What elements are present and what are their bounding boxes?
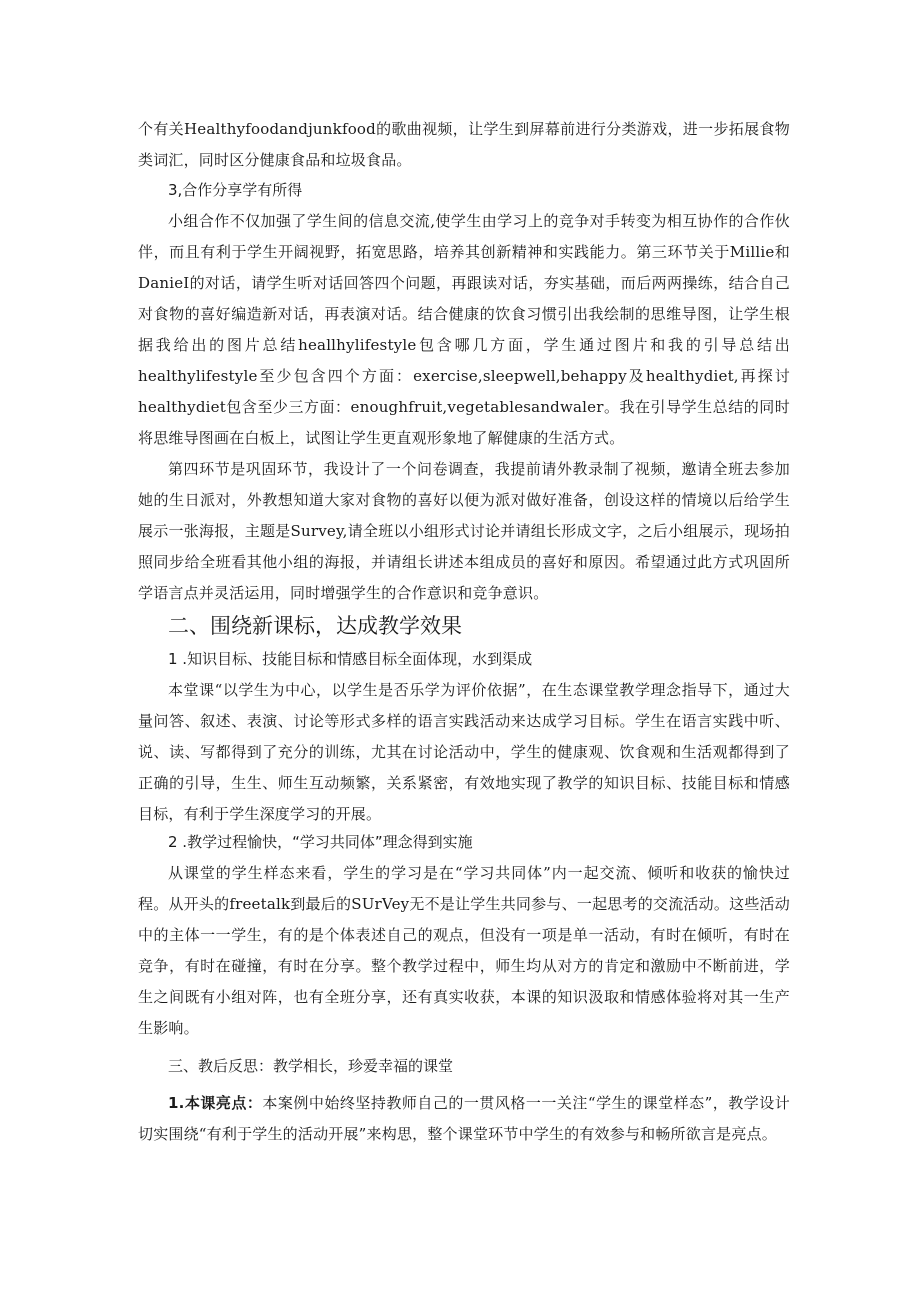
highlight-lead: 1.本课亮点： (168, 1094, 263, 1112)
chapter-heading-2: 二、围绕新课标，达成教学效果 (168, 614, 462, 638)
section-heading-3: 3,合作分享学有所得 (168, 181, 303, 199)
paragraph-consolidation (138, 454, 790, 609)
paragraph-text (138, 1088, 790, 1150)
highlight-text: 本案例中始终坚持教师自己的一贯风格一一关注“学生的课堂样态”，教学设计切实围绕“有利于学生的活动开展”来构思，整个课堂环节中学生的有效参与和畅所欲言是亮点。 (138, 1094, 790, 1143)
paragraph-text: 第四环节是巩固环节，我设计了一个问卷调查，我提前请外教录制了视频，邀请全班去参加她的生日派对，外教想知道大家对食物的喜好以便为派对做好准备，创设这样的情境以后给学生展示一张海报，主题是Survey,请全班以小组形式讨论并请组长形成文字，之后小组展示，现场拍照同步给全班看其他小组的海报，并请组长讲述本组成员的喜好和原因。希望通过此方式巩固所学语言点并灵活运用，同时增强学生的合作意识和竞争意识。 (138, 460, 790, 602)
paragraph-highlights (138, 1088, 790, 1150)
paragraph-cooperation (138, 206, 790, 454)
paragraph-text: 个有关Healthyfoodandjunkfood的歌曲视频，让学生到屏幕前进行分类游戏，进一步拓展食物类词汇，同时区分健康食品和垃圾食品。 (138, 120, 790, 169)
subsection-heading-2-2: 2 .教学过程愉快，“学习共同体”理念得到实施 (168, 833, 473, 851)
subsection-heading-2-1: 1 .知识目标、技能目标和情感目标全面体现，水到渠成 (168, 650, 533, 668)
paragraph-text: 从课堂的学生样态来看，学生的学习是在“学习共同体”内一起交流、倾听和收获的愉快过程。从开头的freetalk到最后的SUrVey无不是让学生共同参与、一起思考的交流活动。这些活动中的主体一一学生，有的是个体表述自己的观点，但没有一项是单一活动，有时在倾听，有时在竞争，有时在碰撞，有时在分享。整个教学过程中，师生均从对方的肯定和激励中不断前进，学生之间既有小组对阵，也有全班分享，还有真实收获，本课的知识汲取和情感体验将对其一生产生影响。 (138, 864, 790, 1037)
paragraph-learning-community (138, 858, 790, 1044)
paragraph-text: 小组合作不仅加强了学生间的信息交流,使学生由学习上的竞争对手转变为相互协作的合作伙伴，而且有利于学生开阔视野，拓宽思路，培养其创新精神和实践能力。第三环节关于Millie和DanieI的对话，请学生听对话回答四个问题，再跟读对话，夯实基础，而后两两操练，结合自己对食物的喜好编造新对话，再表演对话。结合健康的饮食习惯引出我绘制的思维导图，让学生根据我给出的图片总结heallhylifestyle包含哪几方面，学生通过图片和我的引导总结出healthylifestyle至少包含四个方面：exercise,sleepwell,behappy及healthydiet,再探讨healthydiet包含至少三方面：enoughfruit,vegetablesandwaler。我在引导学生总结的同时将思维导图画在白板上，试图让学生更直观形象地了解健康的生活方式。 (138, 212, 790, 447)
chapter-heading-3: 三、教后反思：教学相长，珍爱幸福的课堂 (168, 1057, 454, 1075)
paragraph-goals (138, 675, 790, 830)
paragraph-text: 本堂课“以学生为中心，以学生是否乐学为评价依据”，在生态课堂教学理念指导下，通过大量问答、叙述、表演、讨论等形式多样的语言实践活动来达成学习目标。学生在语言实践中听、说、读、写都得到了充分的训练，尤其在讨论活动中，学生的健康观、饮食观和生活观都得到了正确的引导，生生、师生互动频繁，关系紧密，有效地实现了教学的知识目标、技能目标和情感目标，有利于学生深度学习的开展。 (138, 681, 790, 823)
paragraph-intro-continued (138, 114, 790, 176)
